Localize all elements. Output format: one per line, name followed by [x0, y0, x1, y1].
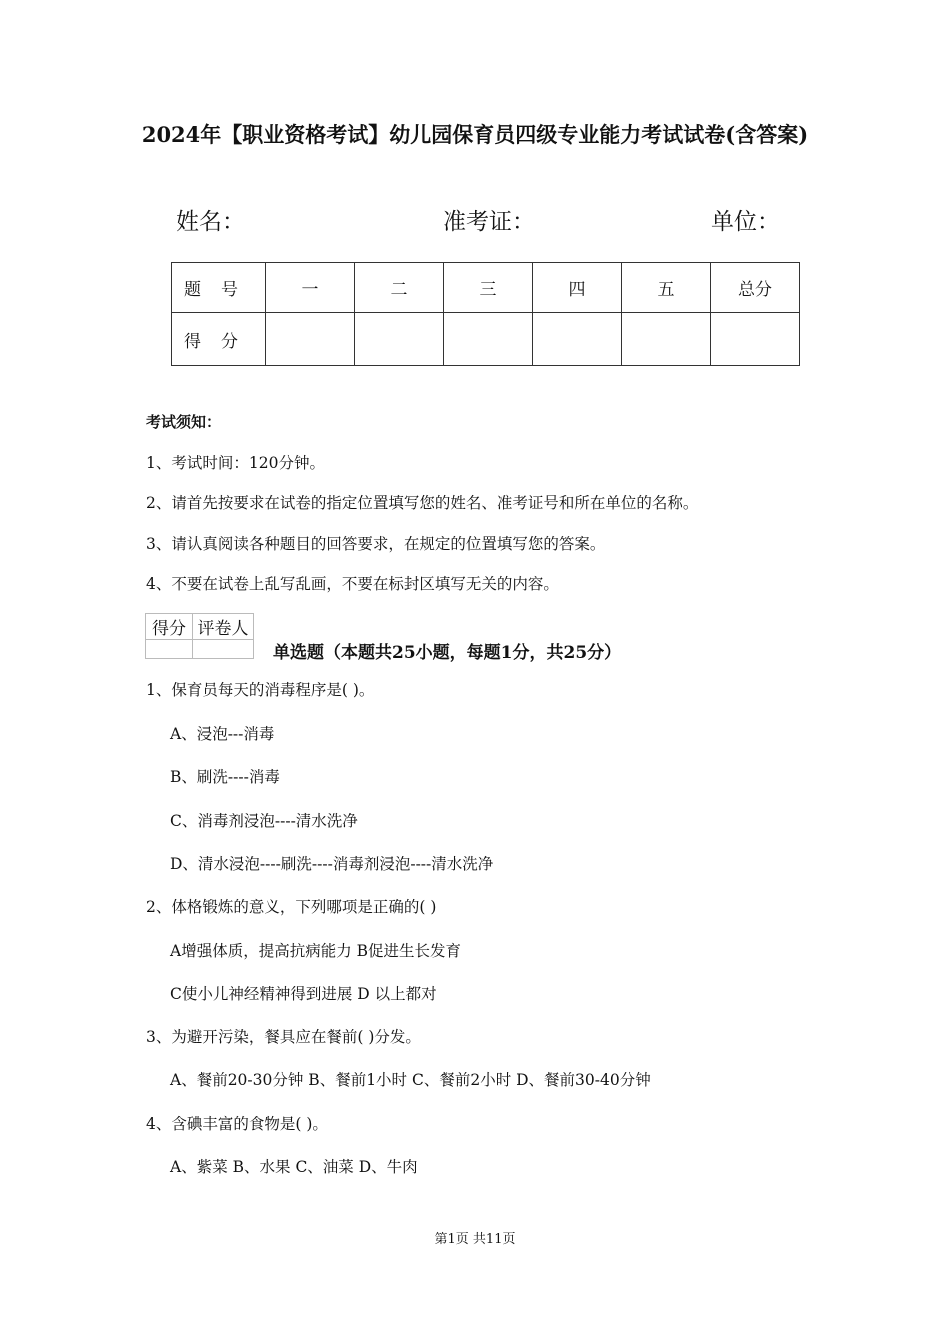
score-table [171, 262, 800, 366]
notice-item: 1、考试时间：120分钟。 [146, 454, 325, 472]
score-table-cell: 三 [444, 263, 533, 313]
score-table-cell [533, 313, 622, 366]
score-table-cell: 五 [622, 263, 711, 313]
score-table-cell: 二 [355, 263, 444, 313]
score-table-cell: 得分 [172, 313, 266, 366]
score-table-cell [622, 313, 711, 366]
section-title: 单选题（本题共25小题，每题1分，共25分） [273, 643, 622, 663]
unit-field-label: 单位： [711, 209, 780, 235]
question-stem: 1、保育员每天的消毒程序是( )。 [146, 681, 375, 699]
question-option: A、浸泡---消毒 [170, 725, 275, 743]
grader-score-label: 得分 [146, 614, 193, 640]
score-table-cell [355, 313, 444, 366]
page-footer: 第1页 共11页 [434, 1232, 516, 1247]
question-option: A、紫菜 B、水果 C、油菜 D、牛肉 [170, 1158, 418, 1176]
page-title: 2024年【职业资格考试】幼儿园保育员四级专业能力考试试卷(含答案) [141, 122, 809, 147]
grader-name-label: 评卷人 [193, 614, 254, 640]
question-stem: 4、含碘丰富的食物是( )。 [146, 1115, 328, 1133]
candidate-fields [0, 203, 950, 237]
question-stem: 3、为避开污染，餐具应在餐前( )分发。 [146, 1028, 421, 1046]
question-option: C使小儿神经精神得到进展 D 以上都对 [170, 985, 437, 1003]
question-option: B、刷洗----消毒 [170, 768, 280, 786]
grader-name-cell [193, 640, 254, 659]
score-table-score-row [172, 313, 800, 366]
score-table-cell: 总分 [711, 263, 800, 313]
question-option: C、消毒剂浸泡----清水洗净 [170, 812, 358, 830]
question-stem: 2、体格锻炼的意义，下列哪项是正确的( ) [146, 898, 437, 916]
score-table-cell [266, 313, 355, 366]
notice-item: 4、不要在试卷上乱写乱画，不要在标封区填写无关的内容。 [146, 575, 559, 593]
notice-item: 3、请认真阅读各种题目的回答要求，在规定的位置填写您的答案。 [146, 535, 606, 553]
score-table-cell: 四 [533, 263, 622, 313]
grader-box [145, 613, 254, 659]
score-table-cell: 一 [266, 263, 355, 313]
score-table-cell: 题号 [172, 263, 266, 313]
score-table-cell [444, 313, 533, 366]
question-option: A增强体质，提高抗病能力 B促进生长发育 [170, 942, 462, 960]
name-field-label: 姓名： [176, 209, 245, 235]
score-table-cell [711, 313, 800, 366]
grader-score-cell [146, 640, 193, 659]
question-option: A、餐前20-30分钟 B、餐前1小时 C、餐前2小时 D、餐前30-40分钟 [170, 1071, 651, 1089]
question-option: D、清水浸泡----刷洗----消毒剂浸泡----清水洗净 [170, 855, 494, 873]
exam-id-field-label: 准考证： [443, 209, 535, 235]
score-table-header-row [172, 263, 800, 313]
notice-item: 2、请首先按要求在试卷的指定位置填写您的姓名、准考证号和所在单位的名称。 [146, 494, 699, 512]
notice-title: 考试须知： [146, 413, 222, 431]
